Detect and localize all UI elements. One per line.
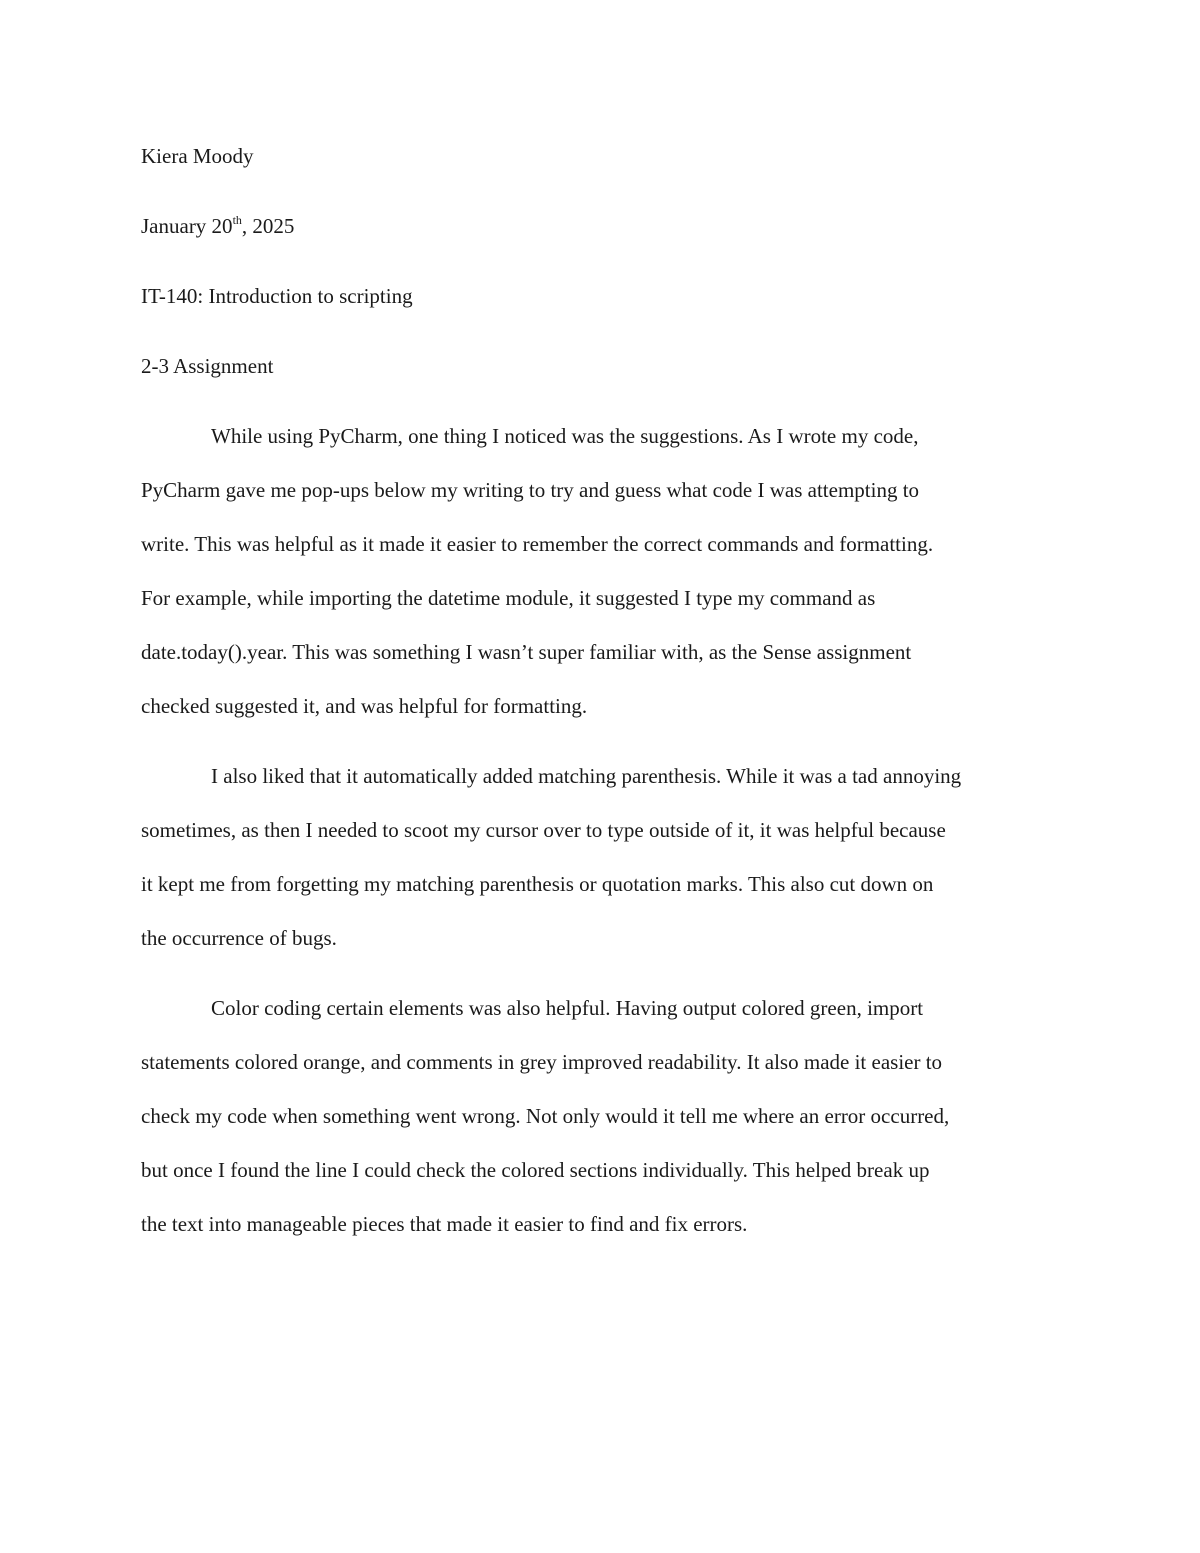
course-title: IT-140: Introduction to scripting: [141, 284, 413, 308]
paragraph-2-line-2: sometimes, as then I needed to scoot my cursor over to type outside of it, it was helpful because: [141, 818, 946, 842]
paragraph-3-line-3: check my code when something went wrong. Not only would it tell me where an error occurred,: [141, 1104, 950, 1128]
paragraph-1-line-4: For example, while importing the datetime module, it suggested I type my command as: [141, 586, 876, 610]
paragraph-1-line-6: checked suggested it, and was helpful for formatting.: [141, 694, 588, 718]
document-date: [141, 211, 294, 241]
paragraph-2-line-3: it kept me from forgetting my matching parenthesis or quotation marks. This also cut down on: [141, 872, 934, 896]
paragraph-2-line-4: the occurrence of bugs.: [141, 926, 337, 950]
date-prefix: January 20: [141, 214, 233, 238]
paragraph-1-line-1: While using PyCharm, one thing I noticed was the suggestions. As I wrote my code,: [211, 424, 919, 448]
paragraph-1-line-2: PyCharm gave me pop-ups below my writing to try and guess what code I was attempting to: [141, 478, 920, 502]
paragraph-1-line-3: write. This was helpful as it made it easier to remember the correct commands and formatting.: [141, 532, 934, 556]
paragraph-3-line-2: statements colored orange, and comments in grey improved readability. It also made it easier to: [141, 1050, 943, 1074]
paragraph-3-line-4: but once I found the line I could check the colored sections individually. This helped break up: [141, 1158, 930, 1182]
date-suffix: , 2025: [241, 214, 295, 238]
paragraph-2-line-1: I also liked that it automatically added matching parenthesis. While it was a tad annoying: [211, 764, 962, 788]
assignment-title: 2-3 Assignment: [141, 354, 274, 378]
paragraph-3-line-1: Color coding certain elements was also helpful. Having output colored green, import: [211, 996, 924, 1020]
author-name: Kiera Moody: [141, 144, 254, 168]
date-ordinal-suffix: th: [232, 213, 242, 227]
paragraph-3-line-5: the text into manageable pieces that made it easier to find and fix errors.: [141, 1212, 748, 1236]
paragraph-1-line-5: date.today().year. This was something I wasn’t super familiar with, as the Sense assignment: [141, 640, 912, 664]
